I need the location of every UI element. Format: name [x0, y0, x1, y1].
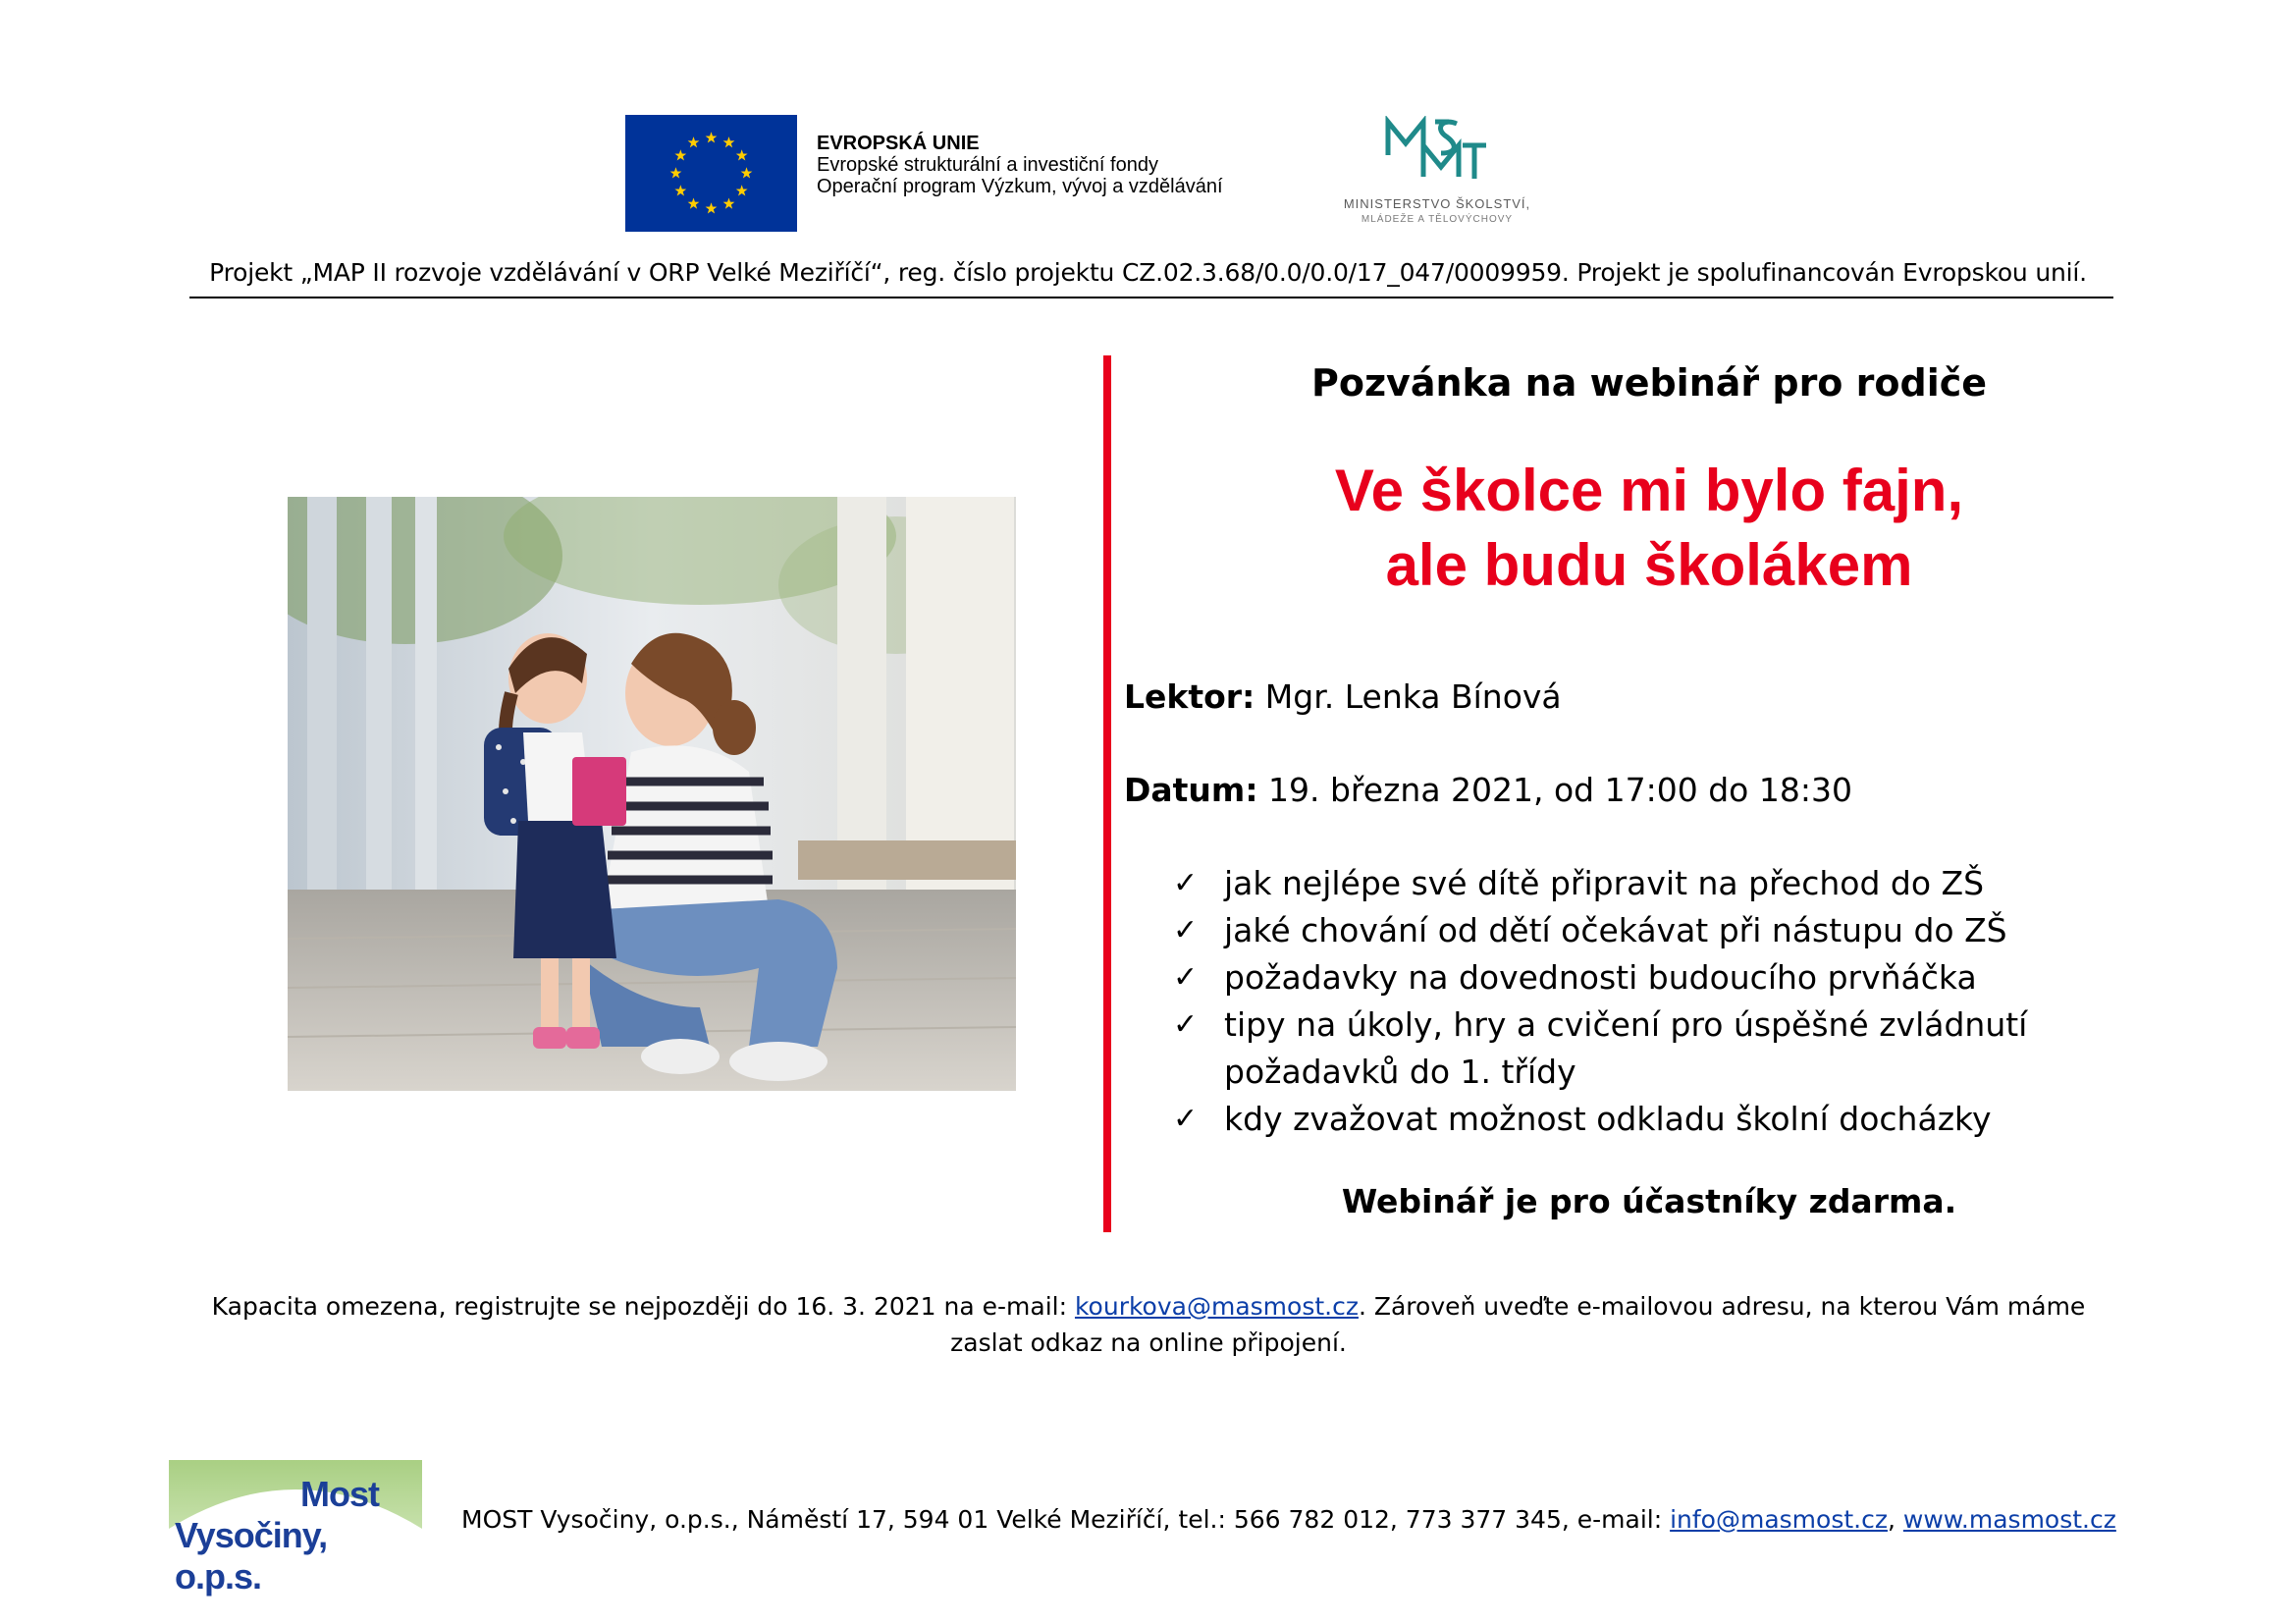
eu-star-icon — [736, 149, 748, 160]
eu-star-icon — [670, 167, 682, 178]
eu-star-icon — [674, 149, 686, 160]
footer-separator: , — [1887, 1505, 1903, 1534]
topic-item — [1173, 954, 2155, 1001]
registration-text-before: Kapacita omezena, registrujte se nejpozději do 16. 3. 2021 na e-mail: — [211, 1292, 1075, 1321]
topic-item — [1173, 1096, 2155, 1143]
project-line: Projekt „MAP II rozvoje vzdělávání v ORP Velké Meziříčí“, reg. číslo projektu CZ.02.3.68/0.0/0.0/17_047/0009959. Projekt je spolufinancován Evropskou unií. — [209, 258, 2087, 287]
topic-text: kdy zvažovat možnost odkladu školní docházky — [1224, 1100, 1992, 1138]
eu-star-icon — [688, 136, 700, 147]
eu-line-2: Evropské strukturální a investiční fondy — [817, 154, 1158, 176]
most-vysociny-logo-icon — [169, 1460, 422, 1597]
check-icon: ✓ — [1173, 866, 1199, 900]
lecturer-label: Lektor: — [1124, 677, 1255, 716]
footer-address-text: MOST Vysočiny, o.p.s., Náměstí 17, 594 01 Velké Meziříčí, tel.: 566 782 012, 773 377 345, e-mail: — [461, 1505, 1671, 1534]
most-logo-line-2: Vysočiny, o.p.s. — [175, 1515, 328, 1597]
eu-star-icon — [723, 136, 735, 147]
eu-line-3: Operační program Výzkum, vývoj a vzdělávání — [817, 176, 1223, 197]
date-label: Datum: — [1124, 771, 1258, 809]
eu-star-icon — [688, 197, 700, 208]
date-line — [1124, 771, 1852, 809]
most-logo-line-1: Most — [300, 1474, 379, 1514]
topic-item — [1173, 907, 2155, 954]
invitation-title: Pozvánka na webinář pro rodiče — [1310, 361, 1988, 405]
eu-flag-icon — [625, 115, 797, 232]
topic-text: jaké chování od dětí očekávat při nástupu do ZŠ — [1224, 911, 2007, 949]
topic-text: tipy na úkoly, hry a cvičení pro úspěšné zvládnutí požadavků do 1. třídy — [1224, 1005, 2028, 1091]
topics-list — [1173, 860, 2155, 1143]
eu-funding-text — [817, 133, 1223, 197]
check-icon: ✓ — [1173, 960, 1199, 995]
registration-email-link[interactable]: kourkova@masmost.cz — [1074, 1292, 1359, 1321]
eu-line-1: EVROPSKÁ UNIE — [817, 133, 980, 154]
lecturer-line — [1124, 677, 1562, 716]
eu-star-icon — [736, 185, 748, 195]
topic-text: jak nejlépe své dítě připravit na přechod do ZŠ — [1224, 864, 1985, 902]
check-icon: ✓ — [1173, 1102, 1199, 1136]
eu-star-icon — [741, 167, 753, 178]
header-divider — [189, 297, 2113, 298]
registration-info — [177, 1288, 2120, 1361]
lecturer-value: Mgr. Lenka Bínová — [1264, 677, 1562, 716]
check-icon: ✓ — [1173, 913, 1199, 947]
eu-star-icon — [706, 202, 718, 213]
headline-line-1: Ve školce mi bylo fajn, — [1334, 458, 1964, 523]
footer-email-link[interactable]: info@masmost.cz — [1670, 1505, 1888, 1534]
eu-star-icon — [706, 132, 718, 142]
registration-text-after: . Zároveň uveďte e-mailovou adresu, na kterou Vám máme zaslat odkaz na online připojení. — [950, 1292, 2086, 1357]
eu-star-icon — [723, 197, 735, 208]
free-admission-note: Webinář je pro účastníky zdarma. — [1341, 1182, 1957, 1220]
headline-line-2: ale budu školákem — [1385, 532, 1913, 598]
date-value: 19. března 2021, od 17:00 do 18:30 — [1268, 771, 1852, 809]
webinar-headline — [1158, 454, 2140, 603]
msmt-mark-icon — [1380, 116, 1488, 185]
accent-divider — [1103, 355, 1111, 1232]
check-icon: ✓ — [1173, 1007, 1199, 1042]
topic-item — [1173, 1001, 2155, 1096]
footer-website-link[interactable]: www.masmost.cz — [1902, 1505, 2116, 1534]
msmt-logo-icon — [1319, 116, 1555, 229]
topic-item — [1173, 860, 2155, 907]
mother-and-child-photo — [288, 497, 1016, 1091]
msmt-name-line-2: MLÁDEŽE A TĚLOVÝCHOVY — [1361, 214, 1514, 225]
eu-star-icon — [674, 185, 686, 195]
topic-text: požadavky na dovednosti budoucího prvňáčka — [1224, 958, 1977, 997]
msmt-name-line-1: MINISTERSTVO ŠKOLSTVÍ, — [1343, 196, 1531, 211]
footer-contact — [461, 1505, 2116, 1534]
